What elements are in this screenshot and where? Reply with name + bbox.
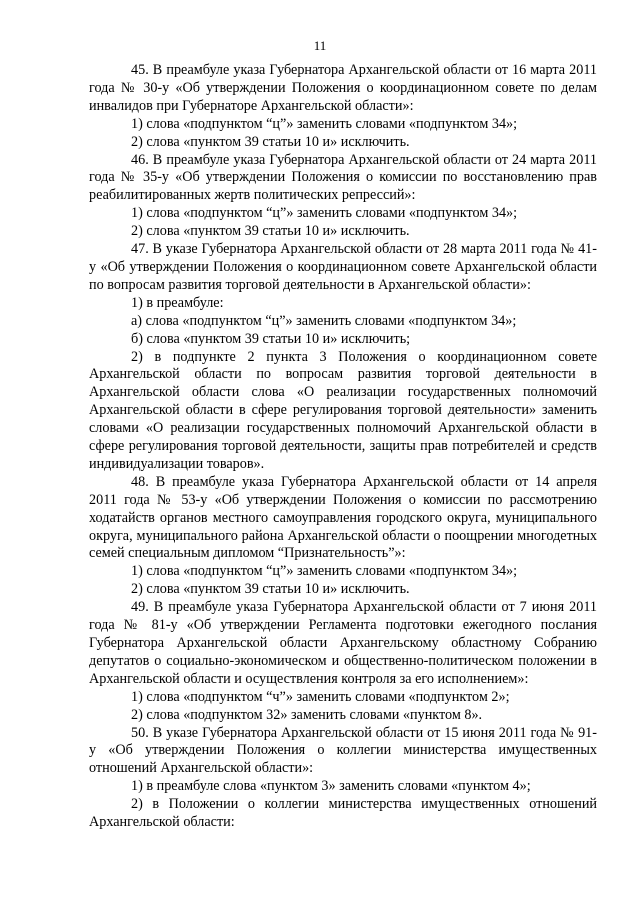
paragraph-46-item-2: 2) слова «пунктом 39 статьи 10 и» исключить. [131,223,410,240]
paragraph-46: 46. В преамбуле указа Губернатора Архангельской области от 24 марта 2011 года № 35-у «Об утверждении Положения о комиссии по восстановлению прав реабилитированных жертв политических репрессий»: [89,151,597,204]
paragraph-50: 50. В указе Губернатора Архангельской области от 15 июня 2011 года № 91-у «Об утверждении Положения о коллегии министерства имущественных отношений Архангельской области»: [89,724,597,777]
paragraph-50-item-2: 2) в Положении о коллегии министерства имущественных отношений Архангельской области: [89,796,597,831]
paragraph-49: 49. В преамбуле указа Губернатора Архангельской области от 7 июня 2011 года № 81-у «Об утверждении Регламента подготовки ежегодного послания Губернатора Архангельской области Архангельскому областному Собранию депутатов о социально-экономическом и общественно-политическом положении в Архангельской области и осуществления контроля за его исполнением»: [89,599,597,687]
paragraph-47-item-2: 2) в подпункте 2 пункта 3 Положения о координационном совете Архангельской области по вопросам развития торговой деятельности в Архангельской области слова «О реализации государственных полномочий Архангельской области в сфере регулирования торговой деятельности» заменить словами «О реализации государственных полномочий Архангельской области в сфере регулирования торговой деятельности, защиты прав потребителей и средств индивидуализации товаров». [89,348,597,472]
paragraph-45: 45. В преамбуле указа Губернатора Архангельской области от 16 марта 2011 года № 30-у «Об утверждении Положения о координационном совете по делам инвалидов при Губернаторе Архангельской области»: [89,62,597,114]
paragraph-49-item-1: 1) слова «подпунктом “ч”» заменить словами «подпунктом 2»; [131,688,510,705]
paragraph-47-item-1b: б) слова «пунктом 39 статьи 10 и» исключить; [131,330,411,347]
paragraph-47: 47. В указе Губернатора Архангельской области от 28 марта 2011 года № 41-у «Об утверждении Положения о координационном совете Архангельской области по вопросам развития торговой деятельности в Архангельской области»: [89,241,597,293]
paragraph-47-item-1a: а) слова «подпунктом “ц”» заменить словами «подпунктом 34»; [131,312,517,329]
paragraph-48-item-2: 2) слова «пунктом 39 статьи 10 и» исключить. [131,581,410,598]
paragraph-49-item-2: 2) слова «подпунктом 32» заменить словами «пунктом 8». [131,706,483,723]
paragraph-50-item-1: 1) в преамбуле слова «пунктом 3» заменить словами «пунктом 4»; [131,778,531,795]
document-body [89,62,597,832]
paragraph-46-item-1: 1) слова «подпунктом “ц”» заменить словами «подпунктом 34»; [131,205,518,222]
paragraph-47-item-1: 1) в преамбуле: [131,294,224,311]
paragraph-45-item-2: 2) слова «пунктом 39 статьи 10 и» исключить. [131,133,410,150]
paragraph-48: 48. В преамбуле указа Губернатора Архангельской области от 14 апреля 2011 года № 53-у «Об утверждении Положения о комиссии по рассмотрению ходатайств органов местного самоуправления городского округа, муниципального округа, муниципального района Архангельской области о поощрении многодетных семей специальным дипломом “Признательность”»: [89,473,597,562]
paragraph-48-item-1: 1) слова «подпунктом “ц”» заменить словами «подпунктом 34»; [131,563,518,580]
paragraph-45-item-1: 1) слова «подпунктом “ц”» заменить словами «подпунктом 34»; [131,115,518,132]
page-number: 11 [313,38,327,53]
